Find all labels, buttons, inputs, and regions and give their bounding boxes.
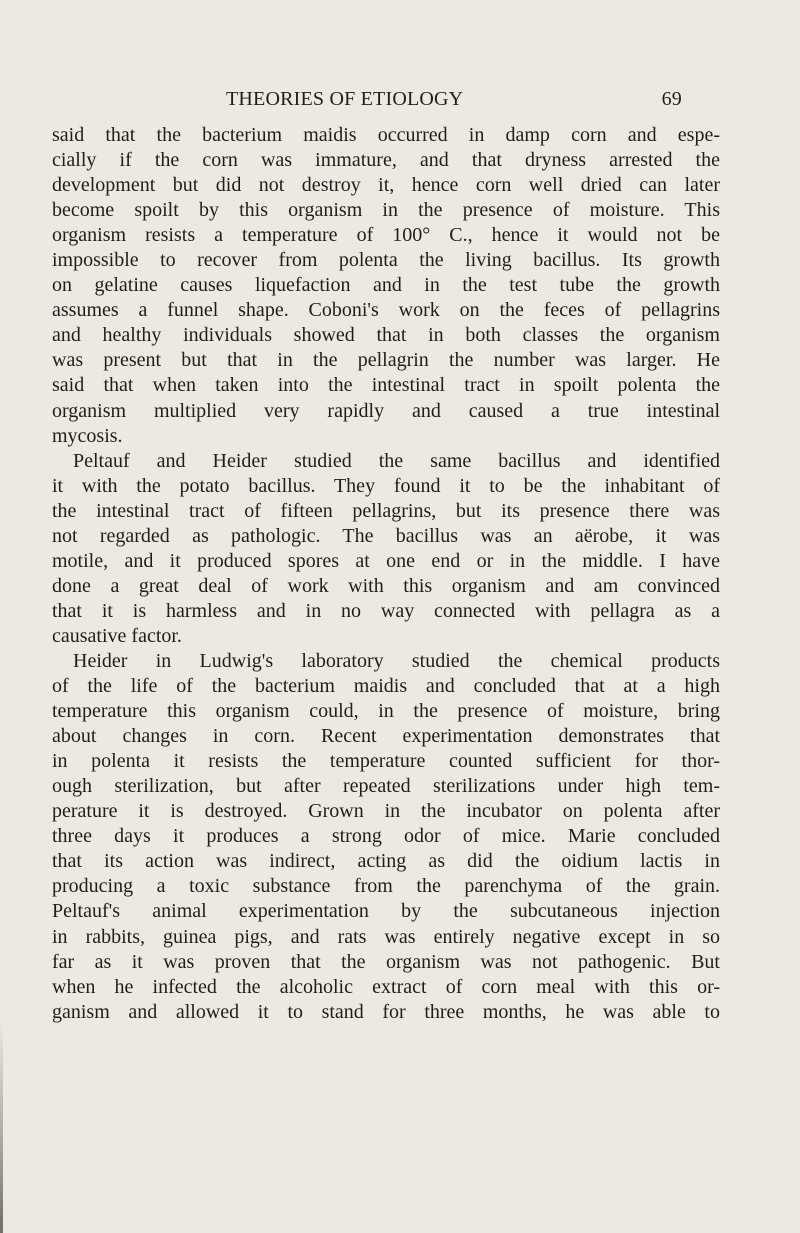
text-line: the intestinal tract of fifteen pellagrins, but its presence there was — [52, 499, 720, 522]
text-line: not regarded as pathologic. The bacillus was an aërobe, it was — [52, 524, 720, 547]
text-line: mycosis. — [52, 424, 123, 447]
text-line: Heider in Ludwig's laboratory studied the chemical products — [73, 649, 720, 672]
text-line: cially if the corn was immature, and that dryness arrested the — [52, 149, 720, 172]
text-line: organism multiplied very rapidly and caused a true intestinal — [52, 399, 720, 422]
running-head — [226, 88, 682, 114]
text-line: about changes in corn. Recent experimentation demonstrates that — [52, 725, 720, 748]
text-line: organism resists a temperature of 100° C., hence it would not be — [52, 224, 720, 247]
body-text — [52, 123, 720, 1025]
text-line: said that when taken into the intestinal tract in spoilt polenta the — [52, 374, 720, 397]
text-line: producing a toxic substance from the parenchyma of the grain. — [52, 875, 720, 898]
text-line: ough sterilization, but after repeated sterilizations under high tem- — [52, 775, 720, 798]
text-line: perature it is destroyed. Grown in the incubator on polenta after — [52, 800, 720, 823]
text-line: Peltauf and Heider studied the same bacillus and identified — [73, 449, 720, 472]
page-number: 69 — [661, 88, 682, 110]
text-line: Peltauf's animal experimentation by the subcutaneous injection — [52, 900, 720, 923]
text-line: ganism and allowed it to stand for three months, he was able to — [52, 1000, 720, 1023]
text-line: three days it produces a strong odor of mice. Marie concluded — [52, 825, 720, 848]
text-line: become spoilt by this organism in the presence of moisture. This — [52, 199, 720, 222]
text-line: was present but that in the pellagrin the number was larger. He — [52, 349, 720, 372]
text-line: that its action was indirect, acting as did the oidium lactis in — [52, 850, 720, 873]
text-line: done a great deal of work with this organism and am convinced — [52, 574, 720, 597]
running-title: THEORIES OF ETIOLOGY — [226, 88, 464, 110]
text-line: temperature this organism could, in the presence of moisture, bring — [52, 700, 720, 723]
text-line: in polenta it resists the temperature counted sufficient for thor- — [52, 750, 720, 773]
text-line: far as it was proven that the organism was not pathogenic. But — [52, 950, 720, 973]
text-line: that it is harmless and in no way connected with pellagra as a — [52, 599, 720, 622]
page-edge-shadow — [0, 1020, 3, 1233]
text-line: on gelatine causes liquefaction and in the test tube the growth — [52, 274, 720, 297]
text-line: of the life of the bacterium maidis and concluded that at a high — [52, 675, 720, 698]
text-line: development but did not destroy it, hence corn well dried can later — [52, 174, 720, 197]
text-line: and healthy individuals showed that in both classes the organism — [52, 324, 720, 347]
text-line: impossible to recover from polenta the living bacillus. Its growth — [52, 249, 720, 272]
text-line: when he infected the alcoholic extract of corn meal with this or- — [52, 975, 720, 998]
text-line: in rabbits, guinea pigs, and rats was entirely negative except in so — [52, 925, 720, 948]
text-line: it with the potato bacillus. They found it to be the inhabitant of — [52, 474, 720, 497]
text-line: motile, and it produced spores at one end or in the middle. I have — [52, 549, 720, 572]
text-line: assumes a funnel shape. Coboni's work on the feces of pellagrins — [52, 299, 720, 322]
text-line: said that the bacterium maidis occurred in damp corn and espe- — [52, 124, 720, 146]
text-line: causative factor. — [52, 624, 182, 647]
